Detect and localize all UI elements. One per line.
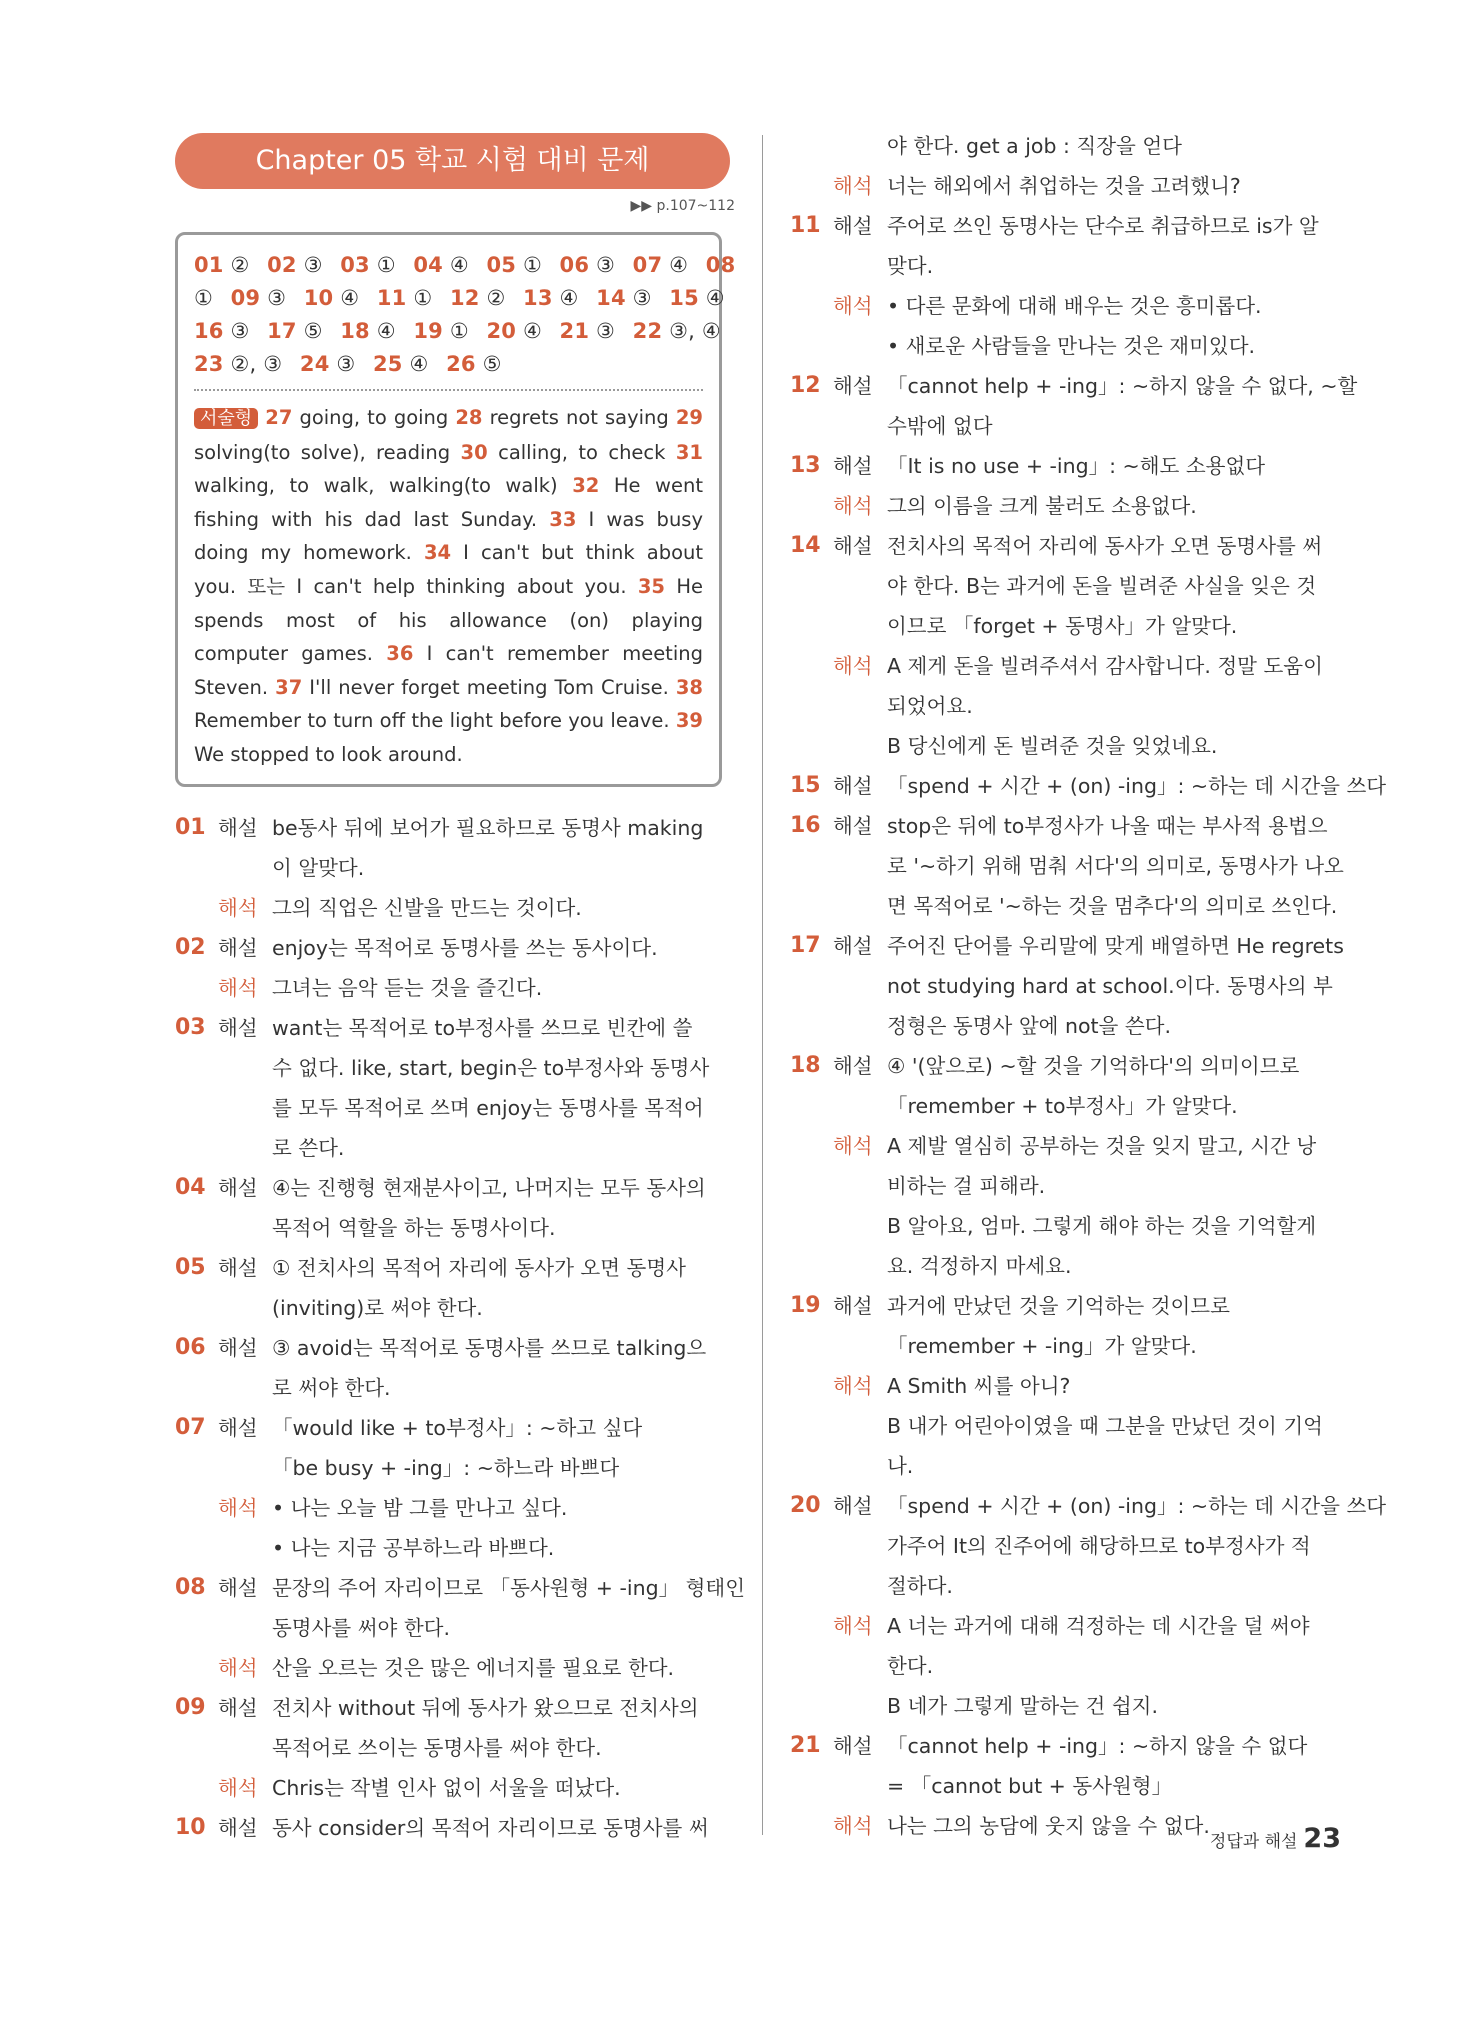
explanation-item-09 bbox=[175, 1688, 735, 1768]
text-line: 「cannot help + -ing」: ~하지 않을 수 없다, ~할 bbox=[887, 374, 1358, 398]
translate-label: 해석 bbox=[833, 1134, 873, 1158]
answer-item: 14 ③ bbox=[596, 286, 652, 310]
explain-label: 해설 bbox=[833, 214, 873, 238]
footer-label: 정답과 해설 bbox=[1209, 1832, 1298, 1852]
item-number: 15 bbox=[790, 773, 821, 798]
explain-label: 해설 bbox=[218, 816, 258, 840]
explanation-item-15 bbox=[790, 766, 1387, 806]
text-line: 나. bbox=[887, 1454, 914, 1478]
answer-item: 02 ③ bbox=[267, 253, 323, 277]
translation-item bbox=[790, 1366, 1350, 1486]
text-line: 주어로 쓰인 동명사는 단수로 취급하므로 is가 알 bbox=[887, 214, 1319, 238]
answer-item: 23 ②, ③ bbox=[194, 352, 283, 376]
answer-item: 26 ⑤ bbox=[446, 352, 502, 376]
explanation-item-11 bbox=[790, 206, 1350, 286]
answer-item: ① bbox=[194, 286, 214, 310]
explanation-item-02 bbox=[175, 928, 735, 968]
answer-row bbox=[194, 315, 721, 348]
answer-item: 12 ② bbox=[449, 286, 506, 310]
text-line: 정형은 동명사 앞에 not을 쓴다. bbox=[887, 1014, 1171, 1038]
answer-item: 11 ① bbox=[376, 286, 433, 310]
item-number: 12 bbox=[790, 373, 821, 398]
item-number: 16 bbox=[790, 813, 821, 838]
answer-item: 10 ④ bbox=[303, 286, 360, 310]
explain-label: 해설 bbox=[833, 534, 873, 558]
text-line: • 다른 문화에 대해 배우는 것은 흥미롭다. bbox=[887, 294, 1262, 318]
text-line: B 네가 그렇게 말하는 건 쉽지. bbox=[887, 1694, 1158, 1718]
text-line: 절하다. bbox=[887, 1574, 953, 1598]
text-line: 그녀는 음악 듣는 것을 즐긴다. bbox=[272, 976, 543, 1000]
text-line: 수 없다. like, start, begin은 to부정사와 동명사 bbox=[272, 1056, 710, 1080]
item-number: 17 bbox=[790, 933, 821, 958]
item-number: 06 bbox=[175, 1335, 206, 1360]
dotted-divider bbox=[194, 389, 703, 391]
translation-item bbox=[790, 286, 1350, 366]
translate-label: 해석 bbox=[218, 1496, 258, 1520]
text-line: 「remember + to부정사」가 알맞다. bbox=[887, 1094, 1238, 1118]
explain-label: 해설 bbox=[833, 934, 873, 958]
translation-item bbox=[175, 1768, 735, 1808]
item-number: 07 bbox=[175, 1415, 206, 1440]
text-line: ④ '(앞으로) ~할 것을 기억하다'의 의미이므로 bbox=[887, 1054, 1300, 1078]
item-number: 13 bbox=[790, 453, 821, 478]
answer-item: 01 ② bbox=[194, 253, 250, 277]
text-line: 로 써야 한다. bbox=[272, 1376, 391, 1400]
text-line: 로 '~하기 위해 멈춰 서다'의 의미로, 동명사가 나오 bbox=[887, 854, 1344, 878]
text-line: ③ avoid는 목적어로 동명사를 쓰므로 talking으 bbox=[272, 1336, 707, 1360]
explanation-item-13 bbox=[790, 446, 1350, 486]
text-line: 가주어 It의 진주어에 해당하므로 to부정사가 적 bbox=[887, 1534, 1311, 1558]
text-line: 동명사를 써야 한다. bbox=[272, 1616, 450, 1640]
answer-row bbox=[194, 282, 725, 315]
translation-item bbox=[790, 1126, 1350, 1286]
item-number: 04 bbox=[175, 1175, 206, 1200]
text-line: Chris는 작별 인사 없이 서울을 떠났다. bbox=[272, 1776, 621, 1800]
text-line: ① 전치사의 목적어 자리에 동사가 오면 동명사 bbox=[272, 1256, 686, 1280]
text-line: 「spend + 시간 + (on) -ing」: ~하는 데 시간을 쓰다 bbox=[887, 1494, 1387, 1518]
answer-item: 18 ④ bbox=[340, 319, 396, 343]
text-line: want는 목적어로 to부정사를 쓰므로 빈칸에 쓸 bbox=[272, 1016, 693, 1040]
translate-label: 해석 bbox=[218, 1776, 258, 1800]
page-footer bbox=[1210, 1823, 1341, 1854]
text-line: • 새로운 사람들을 만나는 것은 재미있다. bbox=[887, 334, 1256, 358]
column-divider bbox=[762, 135, 763, 1835]
item-number: 11 bbox=[790, 213, 821, 238]
answer-item: 08 bbox=[705, 253, 736, 277]
page-number: 23 bbox=[1303, 1823, 1341, 1854]
text-line: 로 쓴다. bbox=[272, 1136, 345, 1160]
explanation-item-06 bbox=[175, 1328, 735, 1408]
text-line: A Smith 씨를 아니? bbox=[887, 1374, 1071, 1398]
page-reference: ▶▶ p.107~112 bbox=[630, 198, 735, 214]
text-line: ④는 진행형 현재분사이고, 나머지는 모두 동사의 bbox=[272, 1176, 706, 1200]
text-line: 주어진 단어를 우리말에 맞게 배열하면 He regrets bbox=[887, 934, 1344, 958]
explain-label: 해설 bbox=[833, 1734, 873, 1758]
explain-label: 해설 bbox=[833, 374, 873, 398]
text-line: • 나는 오늘 밤 그를 만나고 싶다. bbox=[272, 1496, 568, 1520]
text-line: = 「cannot but + 동사원형」 bbox=[887, 1774, 1173, 1798]
explain-label: 해설 bbox=[218, 1016, 258, 1040]
translate-label: 해석 bbox=[833, 1374, 873, 1398]
translate-label: 해석 bbox=[833, 294, 873, 318]
explanation-item-04 bbox=[175, 1168, 735, 1248]
explanation-item-03 bbox=[175, 1008, 735, 1168]
item-number: 09 bbox=[175, 1695, 206, 1720]
text-line: 요. 걱정하지 마세요. bbox=[887, 1254, 1072, 1278]
essay-tag: 서술형 bbox=[194, 408, 258, 429]
explanation-item-08 bbox=[175, 1568, 746, 1648]
text-line: 그의 직업은 신발을 만드는 것이다. bbox=[272, 896, 582, 920]
item-number: 21 bbox=[790, 1733, 821, 1758]
text-line: stop은 뒤에 to부정사가 나올 때는 부사적 용법으 bbox=[887, 814, 1328, 838]
text-line: 「would like + to부정사」: ~하고 싶다 bbox=[272, 1416, 643, 1440]
text-line: enjoy는 목적어로 동명사를 쓰는 동사이다. bbox=[272, 936, 658, 960]
text-line: be동사 뒤에 보어가 필요하므로 동명사 making bbox=[272, 816, 704, 840]
text-line: 「be busy + -ing」: ~하느라 바쁘다 bbox=[272, 1456, 620, 1480]
translate-label: 해석 bbox=[833, 494, 873, 518]
text-line: 목적어 역할을 하는 동명사이다. bbox=[272, 1216, 556, 1240]
translate-label: 해석 bbox=[218, 896, 258, 920]
translation-item bbox=[175, 1648, 735, 1688]
answer-item: 22 ③, ④ bbox=[632, 319, 721, 343]
text-line: 「spend + 시간 + (on) -ing」: ~하는 데 시간을 쓰다 bbox=[887, 774, 1387, 798]
answer-item: 03 ① bbox=[340, 253, 396, 277]
explain-label: 해설 bbox=[218, 1416, 258, 1440]
explanation-item-17 bbox=[790, 926, 1350, 1046]
chapter-title-banner bbox=[175, 133, 730, 189]
essay-text: 27 going, to going 28 regrets not saying 29 solving(to solve), reading 30 calling, to check 31 walking, to walk, walking(to walk) 32 He went fishing with his dad last Sunday. 33 I was busy doing my homework. 34 I can't but think about you. 또는 I can't help thinking about you. 35 He spends most of his allowance (on) playing computer games. 36 I can't remember meeting Steven. 37 I'll never forget meeting Tom Cruise. 38 Remember to turn off the light before you leave. 39 We stopped to look around. bbox=[194, 406, 704, 766]
translate-label: 해석 bbox=[833, 1814, 873, 1838]
text-line: 나는 그의 농담에 웃지 않을 수 없다. bbox=[887, 1814, 1210, 1838]
item-number: 18 bbox=[790, 1053, 821, 1078]
item-number: 08 bbox=[175, 1575, 206, 1600]
multiple-choice-answers bbox=[194, 249, 736, 381]
translation-item bbox=[790, 166, 1350, 206]
translation-item bbox=[790, 1606, 1350, 1726]
explanation-item-01 bbox=[175, 808, 735, 888]
answer-row bbox=[194, 348, 703, 381]
item-number: 20 bbox=[790, 1493, 821, 1518]
text-line: 이 알맞다. bbox=[272, 856, 365, 880]
text-line: B 알아요, 엄마. 그렇게 해야 하는 것을 기억할게 bbox=[887, 1214, 1317, 1238]
translate-label: 해석 bbox=[218, 976, 258, 1000]
text-line: B 당신에게 돈 빌려준 것을 잊었네요. bbox=[887, 734, 1218, 758]
item-number: 02 bbox=[175, 935, 206, 960]
translation-item bbox=[175, 888, 735, 928]
text-line: 동사 consider의 목적어 자리이므로 동명사를 써 bbox=[272, 1816, 709, 1840]
explain-label: 해설 bbox=[218, 1176, 258, 1200]
explanation-item-14 bbox=[790, 526, 1350, 646]
translation-item bbox=[790, 486, 1350, 526]
explain-label: 해설 bbox=[833, 1054, 873, 1078]
answer-item: 15 ④ bbox=[669, 286, 725, 310]
answer-item: 13 ④ bbox=[523, 286, 579, 310]
explain-label: 해설 bbox=[218, 1336, 258, 1360]
text-line: 전치사의 목적어 자리에 동사가 오면 동명사를 써 bbox=[887, 534, 1323, 558]
item-number: 05 bbox=[175, 1255, 206, 1280]
item-number: 19 bbox=[790, 1293, 821, 1318]
text-line: 이므로 「forget + 동명사」가 알맞다. bbox=[887, 614, 1238, 638]
explanation-item-16 bbox=[790, 806, 1350, 926]
answer-item: 05 ① bbox=[486, 253, 542, 277]
explain-label: 해설 bbox=[833, 454, 873, 478]
answer-item: 16 ③ bbox=[194, 319, 250, 343]
explain-label: 해설 bbox=[218, 1816, 258, 1840]
text-line: 수밖에 없다 bbox=[887, 414, 993, 438]
text-line: 너는 해외에서 취업하는 것을 고려했니? bbox=[887, 174, 1241, 198]
answer-item: 20 ④ bbox=[486, 319, 542, 343]
text-line: 「It is no use + -ing」: ~해도 소용없다 bbox=[887, 454, 1266, 478]
text-line: 「remember + -ing」가 알맞다. bbox=[887, 1334, 1197, 1358]
explanation-item-20 bbox=[790, 1486, 1387, 1606]
text-line: • 나는 지금 공부하느라 바쁘다. bbox=[272, 1536, 555, 1560]
text-line: 비하는 걸 피해라. bbox=[887, 1174, 1046, 1198]
explain-label: 해설 bbox=[218, 936, 258, 960]
translate-label: 해석 bbox=[833, 174, 873, 198]
item-number: 03 bbox=[175, 1015, 206, 1040]
explain-label: 해설 bbox=[833, 1294, 873, 1318]
explanation-item-05 bbox=[175, 1248, 735, 1328]
explanation-item-18 bbox=[790, 1046, 1350, 1126]
explanation-item-21 bbox=[790, 1726, 1350, 1806]
text-line: 를 모두 목적어로 쓰며 enjoy는 동명사를 목적어 bbox=[272, 1096, 704, 1120]
answer-item: 21 ③ bbox=[559, 319, 616, 343]
text-line: B 내가 어린아이였을 때 그분을 만났던 것이 기억 bbox=[887, 1414, 1323, 1438]
explanation-item-07 bbox=[175, 1408, 735, 1488]
text-line: 되었어요. bbox=[887, 694, 973, 718]
essay-answers bbox=[194, 401, 703, 772]
text-line: 그의 이름을 크게 불러도 소용없다. bbox=[887, 494, 1197, 518]
text-line: A 제발 열심히 공부하는 것을 잊지 말고, 시간 낭 bbox=[887, 1134, 1317, 1158]
answer-item: 09 ③ bbox=[230, 286, 287, 310]
text-line: 산을 오르는 것은 많은 에너지를 필요로 한다. bbox=[272, 1656, 675, 1680]
explain-label: 해설 bbox=[218, 1576, 258, 1600]
explain-label: 해설 bbox=[833, 1494, 873, 1518]
text-line: 맞다. bbox=[887, 254, 934, 278]
text-line: not studying hard at school.이다. 동명사의 부 bbox=[887, 974, 1333, 998]
explanation-item-10 bbox=[175, 1808, 735, 1848]
item-number: 01 bbox=[175, 815, 206, 840]
translate-label: 해석 bbox=[833, 654, 873, 678]
text-line: A 너는 과거에 대해 걱정하는 데 시간을 덜 써야 bbox=[887, 1614, 1310, 1638]
text-line: 문장의 주어 자리이므로 「동사원형 + -ing」 형태인 bbox=[272, 1576, 746, 1600]
answer-item: 24 ③ bbox=[299, 352, 356, 376]
chapter-title: Chapter 05 학교 시험 대비 문제 bbox=[255, 145, 650, 176]
explain-label: 해설 bbox=[218, 1696, 258, 1720]
text-line: (inviting)로 써야 한다. bbox=[272, 1296, 483, 1320]
item-number: 10 bbox=[175, 1815, 206, 1840]
text-line: 면 목적어로 '~하는 것을 멈추다'의 의미로 쓰인다. bbox=[887, 894, 1338, 918]
text-line: 목적어로 쓰이는 동명사를 써야 한다. bbox=[272, 1736, 602, 1760]
item-number: 14 bbox=[790, 533, 821, 558]
text-line: 「cannot help + -ing」: ~하지 않을 수 없다 bbox=[887, 1734, 1308, 1758]
text-line: 전치사 without 뒤에 동사가 왔으므로 전치사의 bbox=[272, 1696, 699, 1720]
explain-label: 해설 bbox=[833, 814, 873, 838]
translation-item bbox=[175, 1488, 735, 1568]
translation-item bbox=[175, 968, 735, 1008]
answer-item: 06 ③ bbox=[559, 253, 616, 277]
answer-key-box bbox=[175, 232, 736, 787]
explain-label: 해설 bbox=[833, 774, 873, 798]
translate-label: 해석 bbox=[218, 1656, 258, 1680]
text-line: 야 한다. get a job : 직장을 얻다 bbox=[887, 134, 1182, 158]
answer-item: 04 ④ bbox=[413, 253, 469, 277]
explain-label: 해설 bbox=[218, 1256, 258, 1280]
answer-item: 17 ⑤ bbox=[267, 319, 323, 343]
answer-item: 25 ④ bbox=[373, 352, 429, 376]
text-line: 과거에 만났던 것을 기억하는 것이므로 bbox=[887, 1294, 1230, 1318]
explanation-item-19 bbox=[790, 1286, 1350, 1366]
explanation-continuation bbox=[790, 126, 1350, 166]
explanation-item-12 bbox=[790, 366, 1358, 446]
text-line: A 제게 돈을 빌려주셔서 감사합니다. 정말 도움이 bbox=[887, 654, 1323, 678]
text-line: 야 한다. B는 과거에 돈을 빌려준 사실을 잊은 것 bbox=[887, 574, 1317, 598]
answer-row bbox=[194, 249, 736, 282]
answer-item: 19 ① bbox=[413, 319, 469, 343]
translation-item bbox=[790, 646, 1350, 766]
translate-label: 해석 bbox=[833, 1614, 873, 1638]
answer-item: 07 ④ bbox=[632, 253, 689, 277]
text-line: 한다. bbox=[887, 1654, 934, 1678]
